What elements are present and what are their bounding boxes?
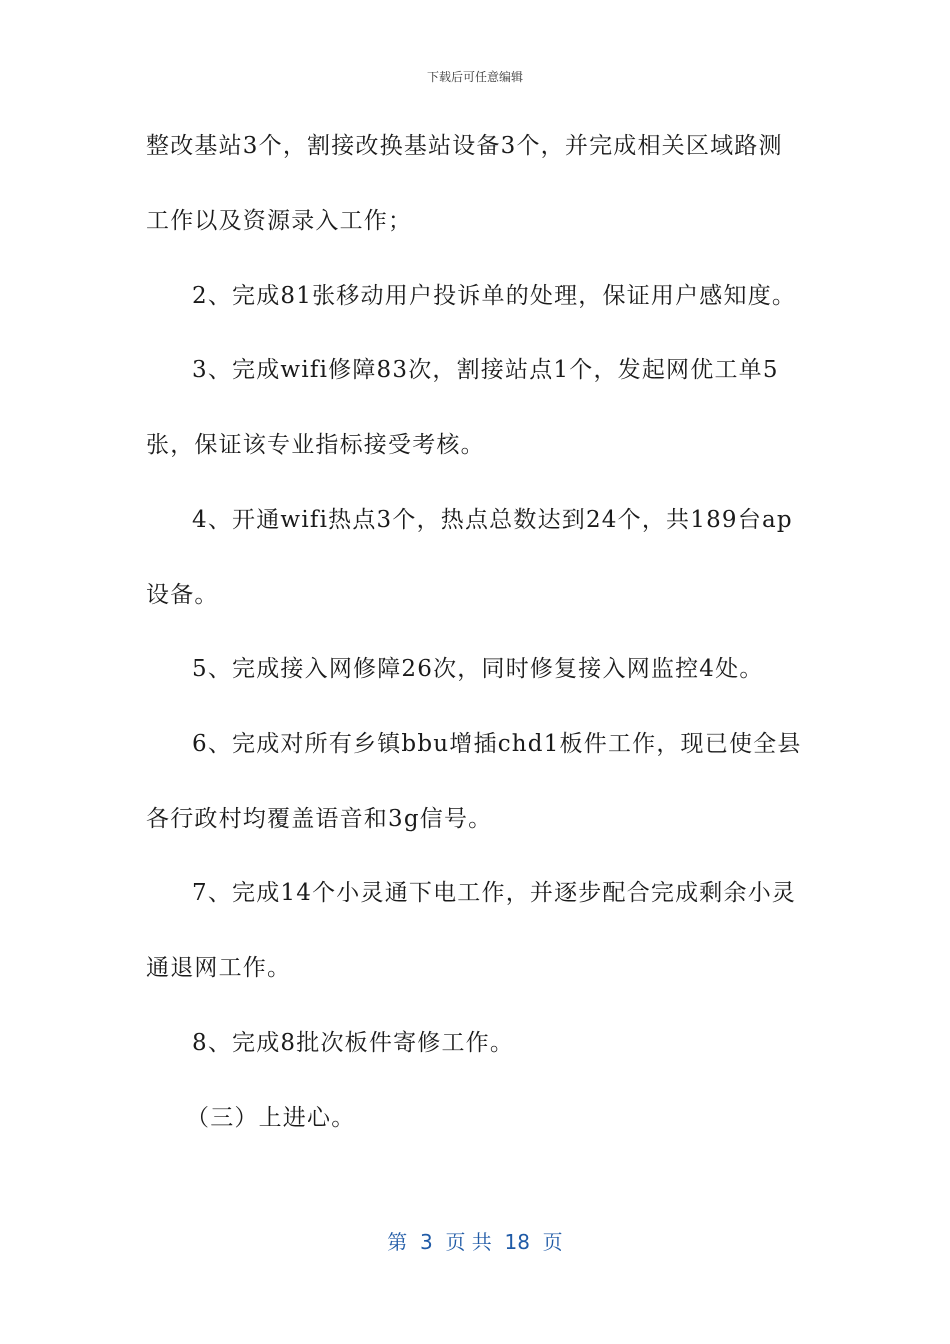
body-line: 通退网工作。 <box>146 955 292 981</box>
body-line: 4、开通wifi热点3个，热点总数达到24个，共189台ap <box>192 507 793 533</box>
body-line: 各行政村均覆盖语音和3g信号。 <box>146 806 493 832</box>
body-line: 工作以及资源录入工作； <box>146 208 413 234</box>
body-line: 7、完成14个小灵通下电工作，并逐步配合完成剩余小灵 <box>192 880 797 906</box>
body-line: 设备。 <box>146 582 219 608</box>
body-line: 3、完成wifi修障83次，割接站点1个，发起网优工单5 <box>192 357 779 383</box>
body-line: 2、完成81张移动用户投诉单的处理，保证用户感知度。 <box>192 283 797 309</box>
body-line: 6、完成对所有乡镇bbu增插chd1板件工作，现已使全县 <box>192 731 802 757</box>
page-header: 下载后可任意编辑 <box>426 70 523 84</box>
body-line: 张，保证该专业指标接受考核。 <box>146 432 485 458</box>
section-heading: （三）上进心。 <box>186 1105 356 1131</box>
body-line: 8、完成8批次板件寄修工作。 <box>192 1030 515 1056</box>
body-line: 5、完成接入网修障26次，同时修复接入网监控4处。 <box>192 656 764 682</box>
body-line: 整改基站3个，割接改换基站设备3个，并完成相关区域路测 <box>146 133 783 159</box>
page-number-footer: 第 3 页 共 18 页 <box>387 1230 563 1254</box>
